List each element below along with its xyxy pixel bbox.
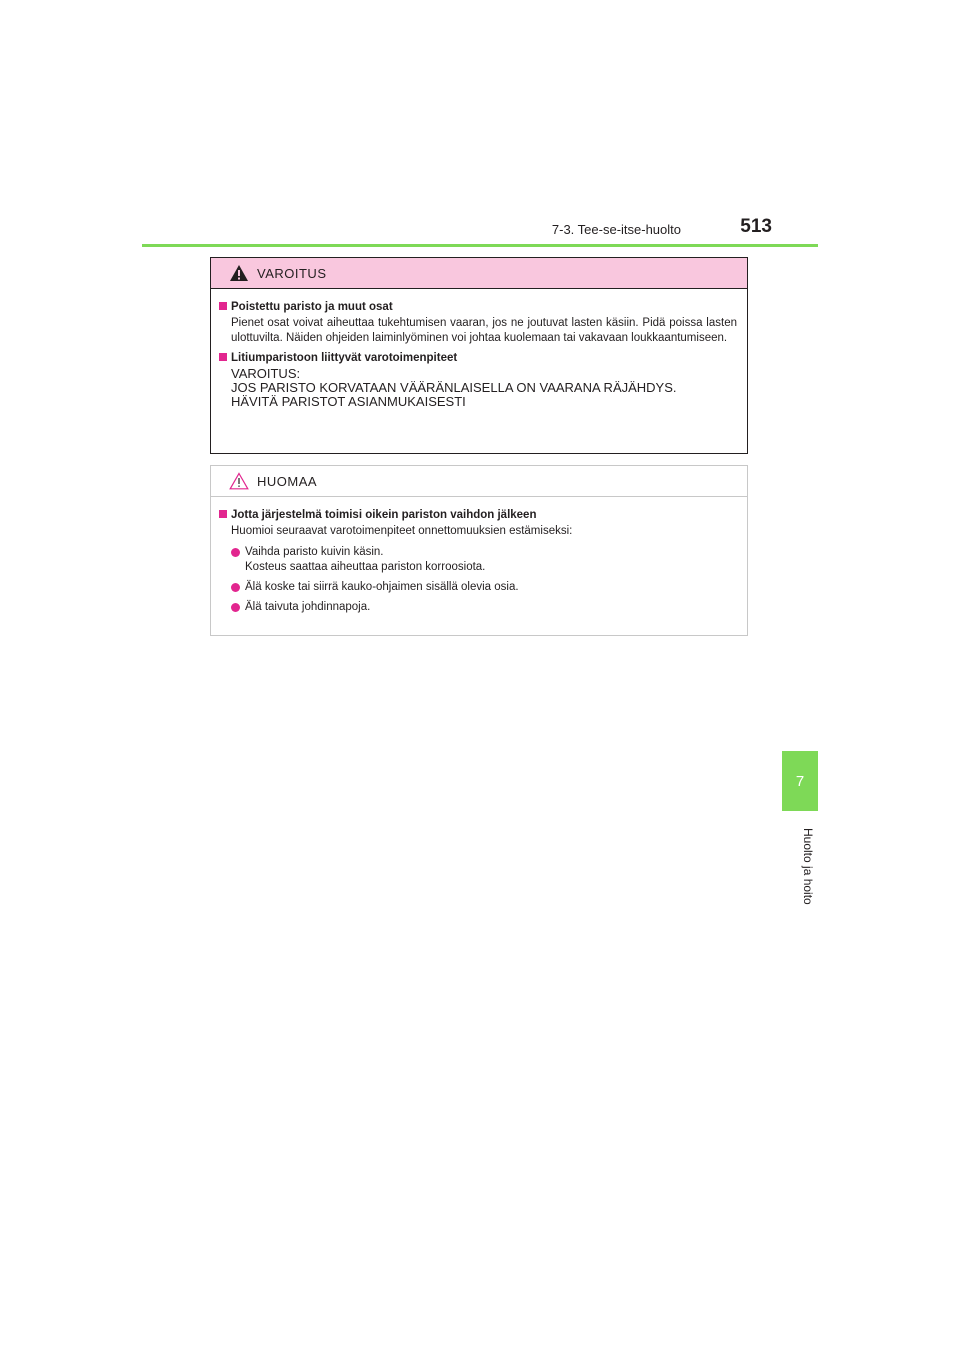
notice-title: HUOMAA	[257, 473, 318, 489]
square-bullet-icon	[219, 510, 227, 518]
battery-warning-text	[231, 367, 737, 409]
list-item	[231, 600, 737, 615]
warning-box	[210, 257, 748, 454]
warning-item-title	[219, 301, 737, 313]
warning-triangle-filled-icon	[229, 264, 249, 282]
chapter-number: 7	[795, 772, 805, 790]
notice-header	[211, 466, 747, 497]
square-bullet-icon	[219, 353, 227, 361]
list-item	[231, 545, 737, 575]
page-number: 513	[740, 216, 772, 237]
warning-item-title-text: Poistettu paristo ja muut osat	[231, 301, 393, 313]
warning-title: VAROITUS	[257, 265, 327, 281]
caps-line: VAROITUS:	[231, 366, 301, 381]
notice-item-title	[219, 509, 737, 521]
page-header	[142, 212, 818, 246]
round-bullet-icon	[231, 548, 240, 557]
bullet-line: Älä taivuta johdinnapoja.	[245, 601, 371, 613]
square-bullet-icon	[219, 302, 227, 310]
warning-body	[211, 289, 747, 409]
bullet-line: Kosteus saattaa aiheuttaa pariston korroosiota.	[245, 561, 486, 573]
chapter-tab	[782, 751, 818, 811]
round-bullet-icon	[231, 583, 240, 592]
header-rule	[142, 244, 818, 247]
notice-box	[210, 465, 748, 636]
warning-item-title	[219, 352, 737, 364]
round-bullet-icon	[231, 603, 240, 612]
notice-intro: Huomioi seuraavat varotoimenpiteet onnettomuuksien estämiseksi:	[231, 525, 573, 537]
bullet-line: Älä koske tai siirrä kauko-ohjaimen sisällä olevia osia.	[245, 581, 519, 593]
notice-body	[211, 497, 747, 615]
caps-line: JOS PARISTO KORVATAAN VÄÄRÄNLAISELLA ON VAARANA RÄJÄHDYS.	[231, 380, 677, 395]
notice-item-title-text: Jotta järjestelmä toimisi oikein pariston vaihdon jälkeen	[231, 509, 537, 521]
list-item	[231, 580, 737, 595]
caps-line: HÄVITÄ PARISTOT ASIANMUKAISESTI	[231, 394, 466, 409]
notice-bullet-list	[231, 545, 737, 615]
warning-header	[211, 258, 747, 289]
chapter-label-text: Huolto ja hoito	[801, 827, 815, 905]
section-title: 7-3. Tee-se-itse-huolto	[551, 222, 681, 237]
warning-triangle-outline-icon	[229, 472, 249, 490]
warning-item-text: Pienet osat voivat aiheuttaa tukehtumisen vaaran, jos ne joutuvat lasten käsiin. Pidä poissa lasten ulottuvilta. Näiden ohjeiden laiminlyöminen voi johtaa kuolemaan tai vakavaan loukkaantumiseen.	[231, 317, 737, 344]
bullet-line: Vaihda paristo kuivin käsin.	[245, 546, 384, 558]
chapter-label	[785, 816, 815, 916]
warning-item-title-text: Litiumparistoon liittyvät varotoimenpiteet	[231, 352, 458, 364]
